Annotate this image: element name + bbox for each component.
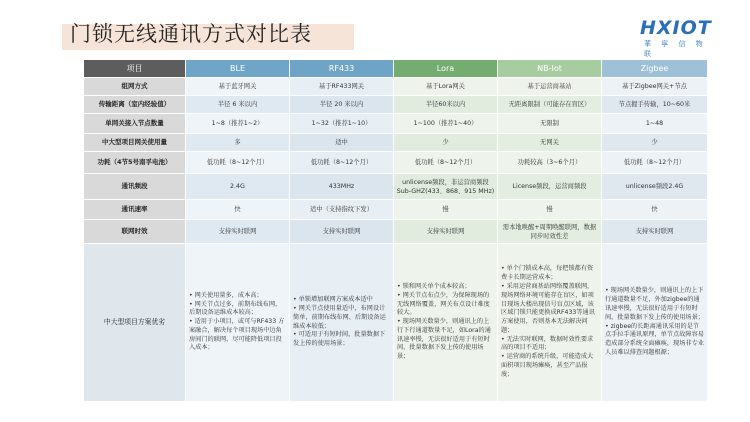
- table-cell: 基于蓝牙网关: [186, 78, 290, 96]
- plan-bullet: • 无法实时联网，数据时效性要求高的项目不适用；: [501, 335, 594, 352]
- table-cell: 节点握手传输，10~60米: [602, 96, 708, 114]
- table-cell: 慢: [394, 200, 498, 220]
- table-cell: 功耗较高（3~6个月）: [498, 152, 602, 174]
- table-cell: 支持实时联网: [290, 220, 394, 244]
- plan-cell-ble: [186, 244, 290, 402]
- table-cell: 支持实时联网: [186, 220, 290, 244]
- row-label: 中大型项目网关使用量: [84, 134, 186, 152]
- table-cell: 无限制: [498, 114, 602, 134]
- table-cell: 快: [602, 200, 708, 220]
- row-label: 组网方式: [84, 78, 186, 96]
- table-row: [84, 134, 708, 152]
- header-nb-iot: NB-Iot: [498, 60, 602, 78]
- plan-bullet: • 网关使用量多，成本高；: [189, 291, 263, 299]
- plan-bullet: • 网关节点过多，前期布线布网、后期设备运维成本较高；: [189, 300, 282, 317]
- row-label: 单网关接入节点数量: [84, 114, 186, 134]
- table-row: [84, 220, 708, 244]
- plan-bullet: • 网关节点使用量适中，布网设计简单，前期布线布网、后期设备运维成本较低；: [293, 304, 386, 330]
- table-cell: 半径 20 米以内: [290, 96, 394, 114]
- table-cell: 支持实时联网: [394, 220, 498, 244]
- header-rf433: RF433: [290, 60, 394, 78]
- table-cell: 低功耗（8~12个月）: [394, 152, 498, 174]
- table-cell: 低功耗（8~12个月）: [290, 152, 394, 174]
- logo-subtitle: 華 寧 信 物 联: [644, 40, 707, 58]
- table-header-row: [84, 60, 708, 78]
- plan-bullet: • 现场网关数量少，则通讯上的上下行通道数量不足，外加zigbee的通讯速率慢，无法很好适用于有短时间，批量数据下发上传的使用场景；: [605, 287, 704, 321]
- table-row-plan: [84, 244, 708, 402]
- table-cell: 多: [186, 134, 290, 152]
- plan-cell-zigbee: [602, 244, 708, 402]
- page-title: 门锁无线通讯方式对比表: [70, 22, 312, 46]
- plan-bullet: • 现场网关数量少，则通讯上的上行下行通道数量不足，如Lora的通讯速率慢，无法很好适用于有短时间，批量数据下发上传的使用场景；: [397, 318, 491, 361]
- plan-cell-nb-iot: [498, 244, 602, 402]
- table-cell: unlicense频段2.4G: [602, 174, 708, 200]
- plan-cell-rf433: [290, 244, 394, 402]
- table-cell: 适中（支持指纹下发）: [290, 200, 394, 220]
- row-label: 中大型项目方案优劣: [84, 244, 186, 402]
- table-row: [84, 78, 708, 96]
- logo-wordmark: HXIOT: [640, 17, 712, 39]
- table-cell: License频段，运营商频段: [498, 174, 602, 200]
- header-item: 项目: [84, 60, 186, 78]
- row-label: 传输距离（室内经验值）: [84, 96, 186, 114]
- plan-bullet: • 单个门锁成本高，每把锁都有资费卡长期运营成本；: [501, 265, 594, 282]
- header-ble: BLE: [186, 60, 290, 78]
- row-label: 通讯频段: [84, 174, 186, 200]
- table-row: [84, 96, 708, 114]
- plan-bullet: • 可适用于有短时间，批量数据下发上传的使用场景；: [293, 331, 386, 348]
- row-label: 功耗（4节5号南孚电池）: [84, 152, 186, 174]
- table-row: [84, 152, 708, 174]
- table-cell: 少: [602, 134, 708, 152]
- table-row: [84, 200, 708, 220]
- table-cell: 慢: [498, 200, 602, 220]
- table-cell: 基于运营商基站: [498, 78, 602, 96]
- table-cell: 基于RF433网关: [290, 78, 394, 96]
- table-cell: 半径 6 米以内: [186, 96, 290, 114]
- plan-bullet: • 采用运营商基站网络覆盖联网，现场网络环境可能存在盲区，如项目现场大楼出现信号盲点区域，该区域门锁只能更换成RF433等通讯方案使用，否则基本无法解决问题；: [501, 282, 595, 334]
- table-cell: 1~100（推荐1~40）: [394, 114, 498, 134]
- plan-bullet: • 运营商的系统升级，可能造成大面积项目现场瘫痪，甚至产品报废；: [501, 353, 594, 378]
- plan-bullet: • 锁和网关单个成本较高；: [397, 282, 471, 290]
- table-cell: 1~8（推荐1~2）: [186, 114, 290, 134]
- table-cell: unlicense频段，非运营商频段 Sub-GHZ(433、868、915 MHz): [394, 174, 498, 200]
- table-cell: 基于Lora网关: [394, 78, 498, 96]
- table-cell: 基于Zigbee网关+节点: [602, 78, 708, 96]
- row-label: 通讯速率: [84, 200, 186, 220]
- table-cell: 无距离限制（可能存在盲区）: [498, 96, 602, 114]
- table-cell: 支持实时联网: [602, 220, 708, 244]
- row-label: 联网时效: [84, 220, 186, 244]
- table-cell: 半径60米以内: [394, 96, 498, 114]
- table-cell: 1~32（推荐1~10）: [290, 114, 394, 134]
- company-logo: [640, 17, 720, 58]
- plan-bullet: • 网关节点布点少，为保障现场的无线网络覆盖，网关布点设计难度较大。: [397, 291, 490, 317]
- plan-cell-lora: [394, 244, 498, 402]
- table-cell: 1~48: [602, 114, 708, 134]
- table-cell: 无网关: [498, 134, 602, 152]
- plan-bullet: • 单锁增加联网方案成本适中: [293, 296, 373, 304]
- table-cell: 少: [394, 134, 498, 152]
- comparison-table: [83, 59, 708, 402]
- table-row: [84, 174, 708, 200]
- header-lora: Lora: [394, 60, 498, 78]
- table-cell: 低功耗（8~12个月）: [186, 152, 290, 174]
- table-cell: 需本地唤醒+周期唤醒联网，数据同步时效性差: [498, 220, 602, 244]
- table-cell: 快: [186, 200, 290, 220]
- table-cell: 适中: [290, 134, 394, 152]
- plan-bullet: • zigbee的长距离通讯采用的是节点手拉手通讯原理，单节点故障容易造成部分系统全面瘫痪，现场非专业人员难以排查问题根源；: [605, 322, 704, 356]
- table-cell: 2.4G: [186, 174, 290, 200]
- table-cell: 低功耗（8~12个月）: [602, 152, 708, 174]
- plan-bullet: • 适用于小项目，或可与RF433 方案融合，解决每个项目现场中边角房间门的联网，尽可能降低项目投入成本；: [189, 318, 285, 352]
- table-cell: 433MHz: [290, 174, 394, 200]
- table-row: [84, 114, 708, 134]
- header-zigbee: Zigbee: [602, 60, 708, 78]
